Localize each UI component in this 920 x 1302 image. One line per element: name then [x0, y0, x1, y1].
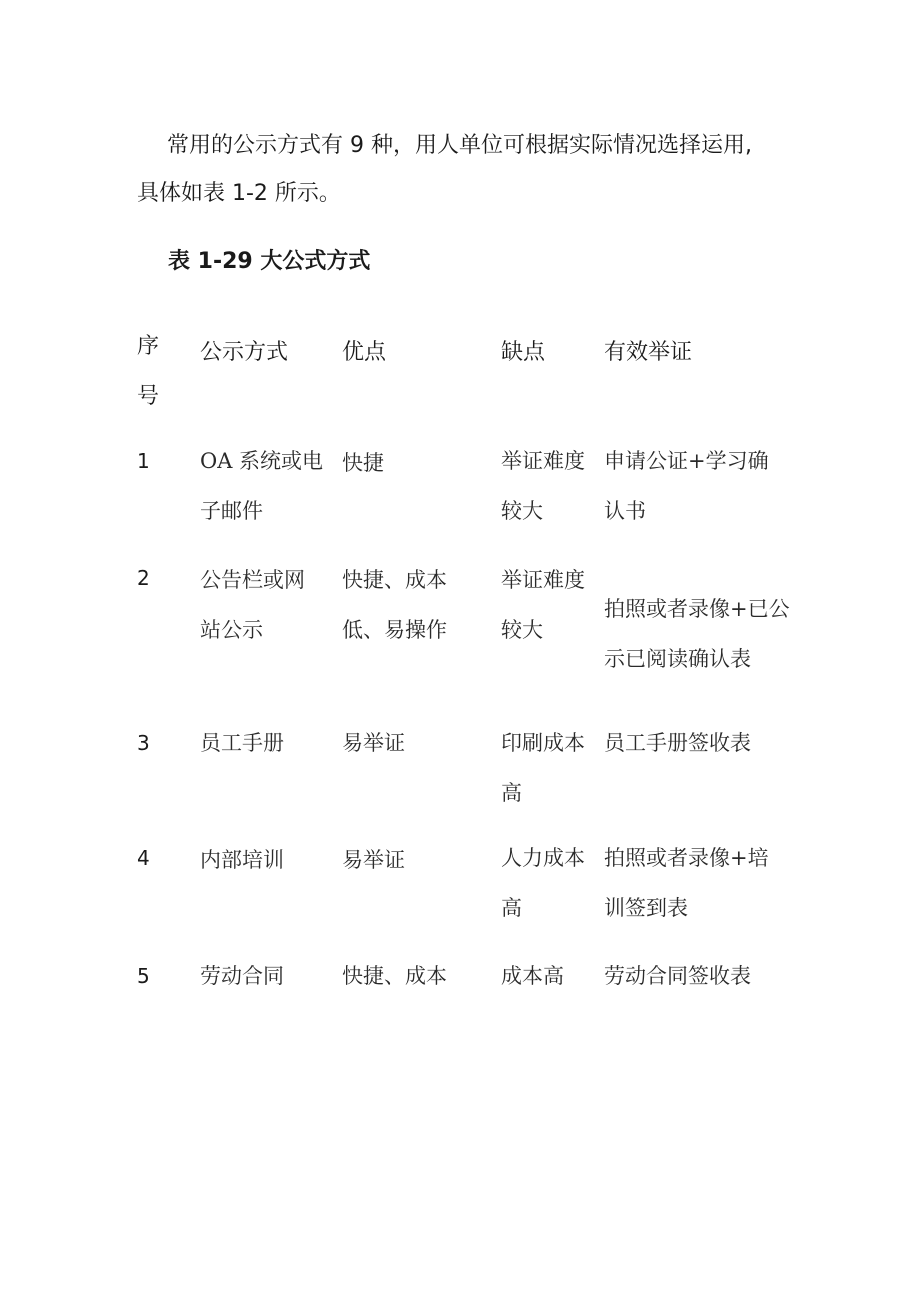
row-3-pros: 易举证 — [342, 731, 405, 755]
row-4-seq: 4 — [137, 846, 150, 870]
row-4-cons: 人力成本高 — [501, 846, 585, 920]
row-2-seq: 2 — [137, 566, 150, 590]
intro-paragraph — [137, 122, 797, 218]
intro-line-1: 常用的公示方式有 9 种，用人单位可根据实际情况选择运用, — [167, 133, 752, 158]
row-5-pros: 快捷、成本 — [342, 964, 447, 988]
row-2-evidence: 拍照或者录像+已公示已阅读确认表 — [604, 597, 790, 671]
row-5-seq: 5 — [137, 964, 150, 988]
row-2-cons: 举证难度较大 — [501, 568, 585, 642]
row-1-method: OA 系统或电子邮件 — [200, 449, 324, 523]
row-4-evidence: 拍照或者录像+培训签到表 — [604, 846, 769, 920]
row-1-cons: 举证难度较大 — [501, 449, 585, 523]
row-4-method: 内部培训 — [200, 848, 284, 872]
row-1-pros: 快捷 — [342, 451, 384, 475]
row-3-seq: 3 — [137, 731, 150, 755]
row-2-method: 公告栏或网站公示 — [200, 568, 305, 642]
row-4-pros: 易举证 — [342, 848, 405, 872]
header-method: 公示方式 — [200, 340, 289, 365]
header-evidence: 有效举证 — [604, 340, 693, 365]
header-cons: 缺点 — [501, 340, 546, 365]
row-5-evidence: 劳动合同签收表 — [604, 964, 751, 988]
row-5-method: 劳动合同 — [200, 964, 284, 988]
row-1-seq: 1 — [137, 449, 150, 473]
row-3-evidence: 员工手册签收表 — [604, 731, 751, 755]
table-title: 表 1-29 大公式方式 — [168, 249, 371, 274]
row-3-cons: 印刷成本高 — [501, 731, 585, 805]
row-3-method: 员工手册 — [200, 731, 284, 755]
row-2-pros: 快捷、成本低、易操作 — [342, 568, 447, 642]
intro-line-2: 具体如表 1-2 所示。 — [137, 181, 341, 206]
row-5-cons: 成本高 — [501, 964, 564, 988]
row-1-evidence: 申请公证+学习确认书 — [604, 449, 769, 523]
header-seq: 序号 — [137, 334, 160, 409]
header-pros: 优点 — [342, 340, 387, 365]
